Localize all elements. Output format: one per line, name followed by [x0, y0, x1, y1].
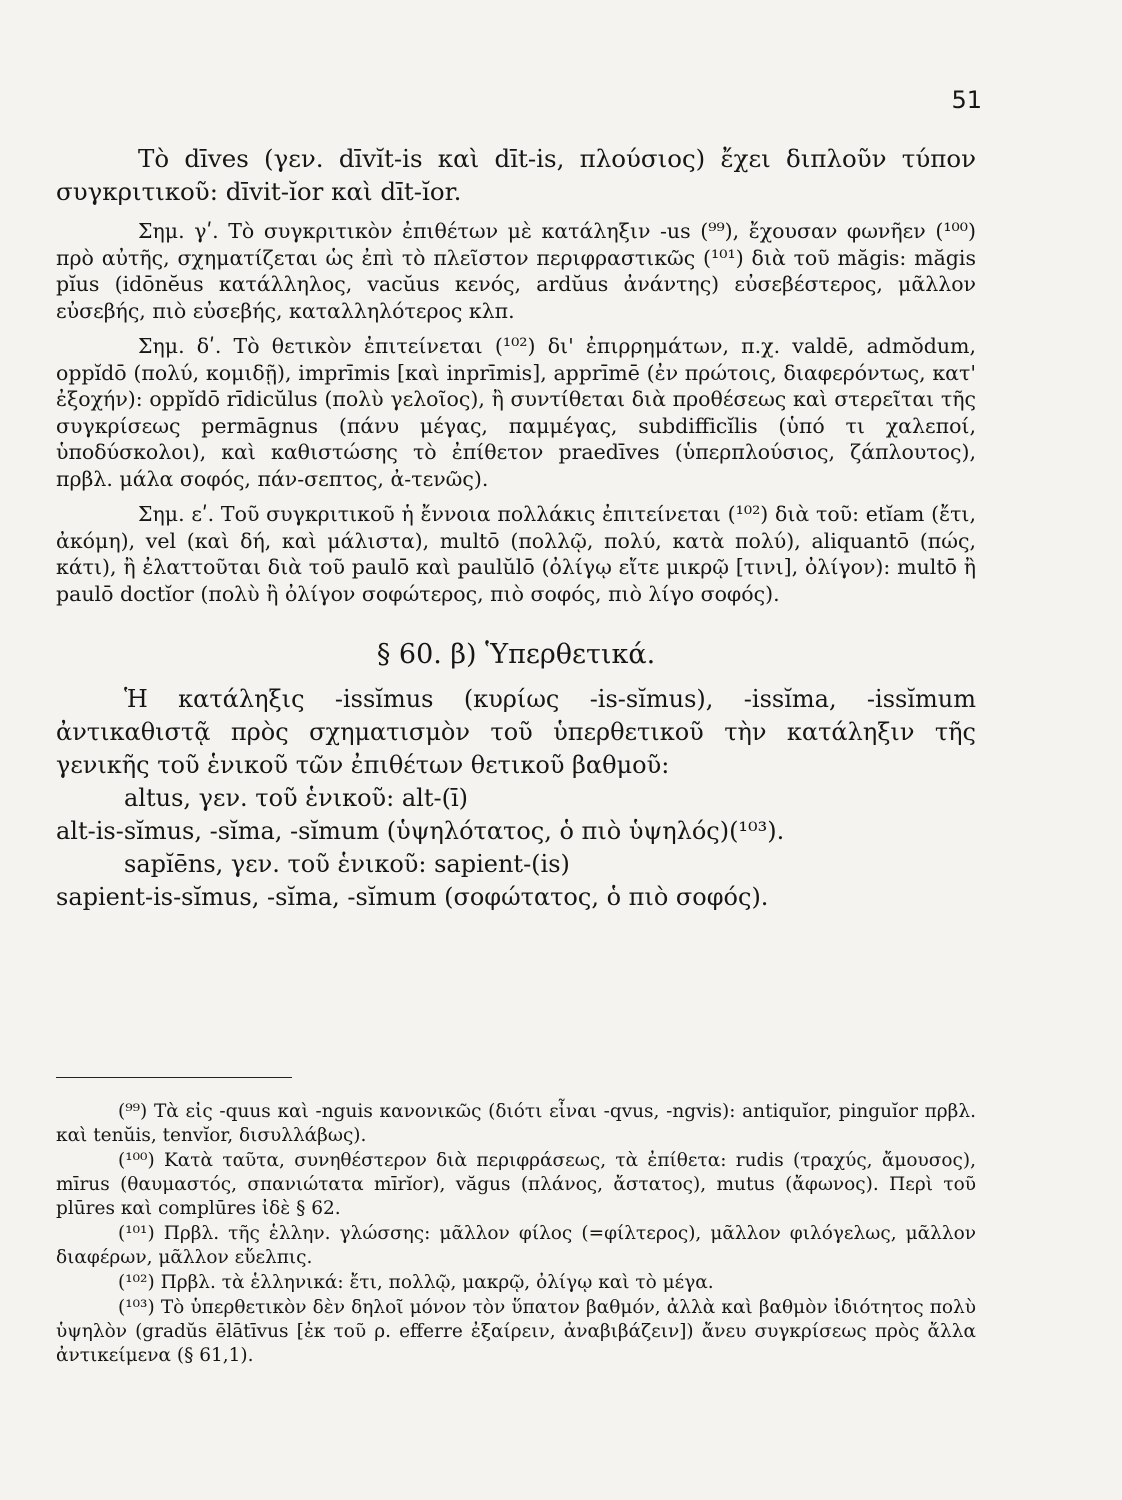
main-text	[56, 142, 976, 914]
footnote-103: (¹⁰³) Τὸ ὑπερθετικὸν δὲν δηλοῖ μόνον τὸν ὕπατον βαθμόν, ἀλλὰ καὶ βαθμὸν ἰδιότητος πολὺ ὑψηλὸν (gradŭs ēlātīvus [ἐκ τοῦ ρ. efferre ἐξαίρειν, ἀναβιβάζειν]) ἄνευ συγκρίσεως πρὸς ἄλλα ἀντικείμενα (§ 61,1).	[56, 1297, 976, 1366]
footnotes	[56, 1100, 976, 1369]
page-number: 51	[951, 86, 982, 114]
footnote-101: (¹⁰¹) Πρβλ. τῆς ἑλλην. γλώσσης: μᾶλλον φίλος (=φίλτερος), μᾶλλον φιλόγελως, μᾶλλον διαφέρων, μᾶλλον εὔελπις.	[56, 1223, 976, 1268]
example-line-1: altus, γεν. τοῦ ἑνικοῦ: alt-(ī)	[124, 784, 469, 812]
note-gamma: Σημ. γʹ. Τὸ συγκριτικὸν ἐπιθέτων μὲ κατάληξιν -us (⁹⁹), ἔχουσαν φωνῆεν (¹⁰⁰) πρὸ αὐτῆς, σχηματίζεται ὡς ἐπὶ τὸ πλεῖστον περιφραστικῶς (¹⁰¹) διὰ τοῦ măgis: măgis pĭus (idōnĕus κατάλληλος, vacŭus κενός, ardŭus ἀνάντης) εὐσεβέστερος, μᾶλλον εὐσεβής, πιὸ εὐσεβής, καταλληλότερος κλπ.	[56, 219, 976, 323]
example-line-2: alt-is-sĭmus, -sĭma, -sĭmum (ὑψηλότατος, ὁ πιὸ ὑψηλός)(¹⁰³).	[56, 817, 785, 845]
footnote-99: (⁹⁹) Τὰ εἰς -quus καὶ -nguis κανονικῶς (διότι εἶναι -qvus, -ngvis): antiquĭor, pinguĭor πρβλ. καὶ tenŭis, tenvĭor, δισυλλάβως).	[56, 1101, 976, 1146]
superlative-rule: Ἡ κατάληξις -issĭmus (κυρίως -is-sĭmus), -issĭma, -issĭmum ἀντικαθιστᾷ πρὸς σχηματισμὸν τοῦ ὑπερθετικοῦ τὴν κατάληξιν τῆς γενικῆς τοῦ ἑνικοῦ τῶν ἐπιθέτων θετικοῦ βαθμοῦ:	[56, 685, 976, 779]
section-heading: § 60. β) Ὑπερθετικά.	[376, 639, 656, 670]
note-delta: Σημ. δʹ. Τὸ θετικὸν ἐπιτείνεται (¹⁰²) δι' ἐπιρρημάτων, π.χ. valdē, admŏdum, oppĭdō (πολύ, κομιδῇ), imprīmis [καὶ inprīmis], apprīmē (ἐν πρώτοις, διαφερόντως, κατ' ἐξοχήν): oppĭdō rīdicŭlus (πολὺ γελοῖος), ἢ συντίθεται διὰ προθέσεως καὶ στερεῖται τῆς συγκρίσεως permāgnus (πάνυ μέγας, παμμέγας, subdifficĭlis (ὑπό τι χαλεποί, ὑποδύσκολοι), καὶ καθιστώσης τὸ ἐπίθετον praedīves (ὑπερπλούσιος, ζάπλουτος), πρβλ. μάλα σοφός, πάν-σεπτος, ἀ-τενῶς).	[56, 334, 976, 491]
example-line-4: sapient-is-sĭmus, -sĭma, -sĭmum (σοφώτατος, ὁ πιὸ σοφός).	[56, 883, 769, 911]
intro-paragraph: Τὸ dīves (γεν. dīvĭt-is καὶ dīt-is, πλούσιος) ἔχει διπλοῦν τύπον συγκριτικοῦ: dīvit-ĭor καὶ dīt-ĭor.	[56, 144, 976, 206]
footnote-divider	[56, 1077, 292, 1078]
footnote-100: (¹⁰⁰) Κατὰ ταῦτα, συνηθέστερον διὰ περιφράσεως, τὰ ἐπίθετα: rudis (τραχύς, ἄμουσος), mīrus (θαυμαστός, σπανιώτατα mīrĭor), văgus (πλάνος, ἄστατος), mutus (ἄφωνος). Περὶ τοῦ plūres καὶ complūres ἰδὲ § 62.	[56, 1150, 976, 1219]
example-line-3: sapĭēns, γεν. τοῦ ἑνικοῦ: sapient-(is)	[124, 850, 570, 878]
note-epsilon: Σημ. εʹ. Τοῦ συγκριτικοῦ ἡ ἔννοια πολλάκις ἐπιτείνεται (¹⁰²) διὰ τοῦ: etĭam (ἔτι, ἀκόμη), vel (καὶ δή, καὶ μάλιστα), multō (πολλῷ, πολύ, κατὰ πολύ), aliquantō (πώς, κάτι), ἢ ἐλαττοῦται διὰ τοῦ paulō καὶ paulŭlō (ὀλίγῳ εἴτε μικρῷ [τινι], ὀλίγον): multō ἢ paulō doctĭor (πολὺ ἢ ὀλίγον σοφώτερος, πιὸ σοφός, πιὸ λίγο σοφός).	[56, 502, 976, 606]
footnote-102: (¹⁰²) Πρβλ. τὰ ἑλληνικά: ἔτι, πολλῷ, μακρῷ, ὀλίγῳ καὶ τὸ μέγα.	[118, 1272, 714, 1293]
